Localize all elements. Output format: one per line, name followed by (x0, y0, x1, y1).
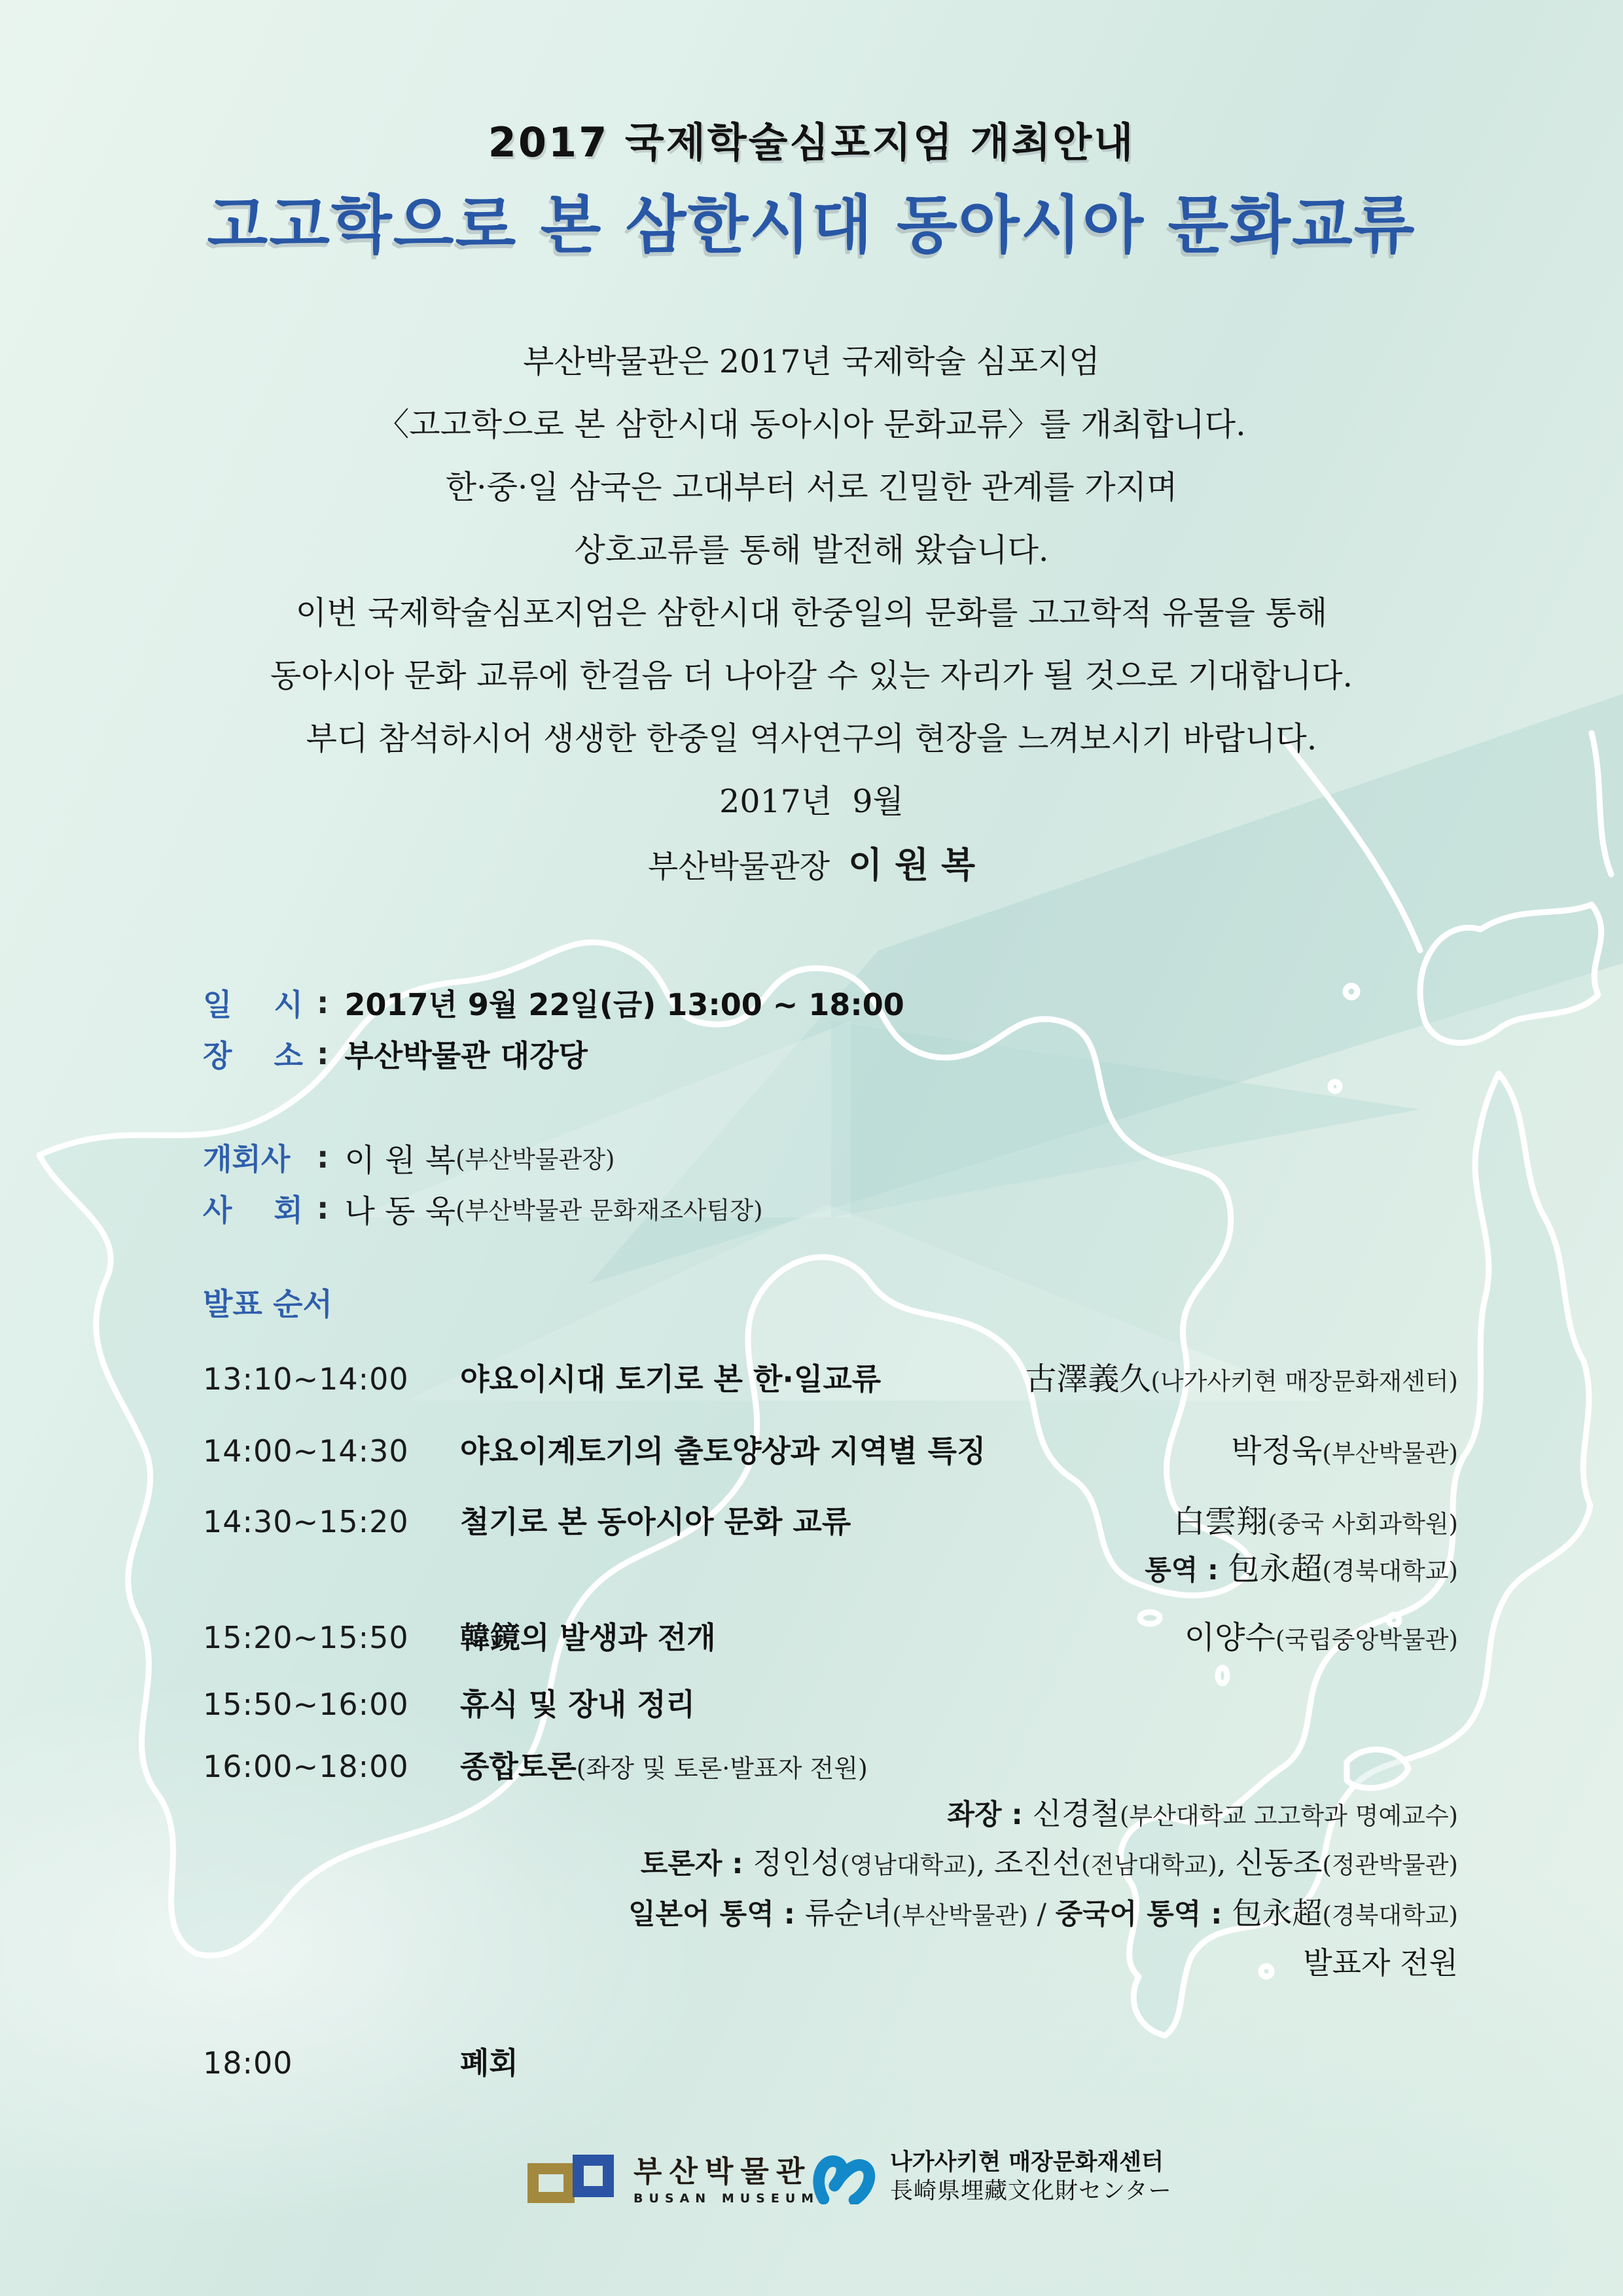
opening-remarks-row (203, 1134, 615, 1181)
interpreter-name: 包永超 (1228, 1551, 1323, 1587)
nagasaki-n-swoosh-icon (806, 2149, 878, 2204)
session-title: 종합토론 (460, 1749, 577, 1784)
greeting-line: 이번 국제학술심포지엄은 삼한시대 한중일의 문화를 고고학적 유물을 통해 (295, 594, 1328, 632)
venue-value: 부산박물관 대강당 (344, 1038, 588, 1073)
presenter-name: 古澤義久 (1025, 1361, 1151, 1397)
greeting-paragraph (0, 331, 1623, 898)
blue-square-icon (573, 2155, 614, 2197)
colon: : (306, 1139, 340, 1175)
session-time: 15:20~15:50 (203, 1620, 409, 1655)
schedule-heading: 발표 순서 (203, 1287, 332, 1323)
cn-interpreter-label: 중국어 통역 : (1055, 1898, 1232, 1931)
schedule-row (203, 1743, 1458, 1786)
session-time: 16:00~18:00 (203, 1749, 409, 1784)
greeting-date: 2017년 9월 (719, 783, 904, 820)
greeting-line: 한·중·일 삼국은 고대부터 서로 긴밀한 관계를 가지며 (445, 469, 1178, 506)
jp-interpreter-label: 일본어 통역 : (628, 1898, 805, 1931)
opening-name: 이 원 복 (344, 1141, 456, 1179)
separator: , (1217, 1848, 1236, 1880)
busan-logo-text (633, 2154, 820, 2206)
presenters-all-line (203, 1939, 1458, 1982)
cn-interpreter-affiliation: (경북대학교) (1322, 1901, 1458, 1929)
presenter-name: 白雲翔 (1173, 1503, 1268, 1540)
panelist-name: 신동조 (1235, 1845, 1323, 1880)
panel-line (203, 1839, 1458, 1882)
closing-row (203, 2039, 1458, 2083)
mc-name: 나 동 욱 (344, 1193, 456, 1230)
chair-label: 좌장 : (947, 1799, 1033, 1831)
greeting-line: 상호교류를 통해 발전해 왔습니다. (574, 531, 1049, 569)
datetime-label: 일 시 (203, 987, 303, 1022)
session-title: 철기로 본 동아시아 문화 교류 (460, 1504, 851, 1539)
chair-affiliation: (부산대학교 고고학과 명예교수) (1119, 1802, 1458, 1830)
schedule-row (203, 1496, 1458, 1541)
busan-museum-logo-icon (527, 2155, 619, 2207)
session-title: 야요이계토기의 출토양상과 지역별 특징 (460, 1433, 986, 1469)
poster-subtitle: 2017 국제학술심포지엄 개최안내 (488, 118, 1135, 166)
greeting-line: 부산박물관은 2017년 국제학술 심포지엄 (523, 343, 1100, 380)
datetime-row (203, 979, 904, 1026)
map-island (1346, 986, 1357, 997)
opening-affiliation: (부산박물관장) (455, 1145, 615, 1174)
panelist-affiliation: (전남대학교) (1081, 1851, 1217, 1879)
presenter-affiliation: (중국 사회과학원) (1268, 1510, 1458, 1538)
interpreter-note (203, 1543, 1458, 1588)
chair-line (203, 1790, 1458, 1833)
datetime-value: 2017년 9월 22일(금) 13:00 ~ 18:00 (344, 987, 904, 1022)
session-title: 韓鏡의 발생과 전개 (460, 1620, 716, 1655)
busan-museum-korean-name: 부산박물관 (633, 2154, 812, 2189)
signature-line (0, 833, 1623, 898)
panel-label: 토론자 : (640, 1848, 753, 1880)
session-title: 휴식 및 장내 정리 (460, 1687, 696, 1722)
interpreter-note-label: 통역 : (1145, 1554, 1228, 1586)
nagasaki-center-japanese-name: 長崎県埋藏文化財センター (890, 2178, 1172, 2204)
jp-interpreter-affiliation: (부산박물관) (892, 1901, 1028, 1929)
separator: , (976, 1848, 994, 1880)
presenter-affiliation: (부산박물관) (1322, 1439, 1458, 1467)
presenter-name: 박정욱 (1231, 1433, 1323, 1469)
session-time: 13:10~14:00 (203, 1361, 409, 1397)
venue-row (203, 1030, 588, 1077)
greeting-line: 부디 참석하시어 생생한 한중일 역사연구의 현장을 느껴보시기 바랍니다. (306, 720, 1317, 757)
colon: : (306, 1191, 340, 1226)
jp-interpreter-name: 류순녀 (804, 1895, 893, 1931)
chair-name: 신경철 (1032, 1796, 1120, 1831)
colon: : (306, 985, 340, 1020)
mc-row (203, 1185, 763, 1232)
panelist-name: 조진선 (993, 1845, 1082, 1880)
map-hokkaido (1420, 905, 1601, 1043)
nagasaki-center-logo (806, 2149, 1172, 2204)
signature-name: 이 원 복 (848, 844, 976, 886)
session-time: 15:50~16:00 (203, 1687, 409, 1722)
map-island (1330, 1082, 1340, 1091)
gold-square-icon (527, 2163, 575, 2203)
interpreter-affiliation: (경북대학교) (1322, 1557, 1458, 1585)
presenter-name: 이양수 (1184, 1619, 1275, 1656)
closing-time: 18:00 (203, 2045, 293, 2081)
mc-label: 사 회 (203, 1193, 303, 1228)
opening-label: 개회사 (203, 1141, 291, 1177)
mc-affiliation: (부산박물관 문화재조사팀장) (455, 1196, 763, 1225)
busan-museum-logo (527, 2155, 819, 2207)
schedule-row (203, 1426, 1458, 1471)
schedule-row (203, 1354, 1458, 1399)
panelist-name: 정인성 (753, 1845, 840, 1880)
poster-title: 고고학으로 본 삼한시대 동아시아 문화교류 (207, 188, 1416, 262)
panelist-affiliation: (정관박물관) (1322, 1851, 1458, 1879)
venue-label: 장 소 (203, 1038, 303, 1073)
nagasaki-center-korean-name: 나가사키현 매장문화재센터 (890, 2149, 1164, 2176)
panelist-affiliation: (영남대학교) (840, 1851, 976, 1879)
greeting-line: 동아시아 문화 교류에 한걸음 더 나아갈 수 있는 자리가 될 것으로 기대합니다. (270, 657, 1353, 694)
session-time: 14:00~14:30 (203, 1433, 409, 1469)
session-title-suffix: (좌장 및 토론·발표자 전원) (576, 1754, 868, 1783)
divider: / (1027, 1898, 1056, 1931)
greeting-line: 〈고고학으로 본 삼한시대 동아시아 문화교류〉를 개최합니다. (377, 406, 1246, 443)
schedule-row (203, 1612, 1458, 1657)
colon: : (306, 1036, 340, 1071)
closing-title: 폐회 (460, 2045, 518, 2081)
presenter-affiliation: (국립중앙박물관) (1275, 1626, 1458, 1654)
busan-museum-english-name: BUSAN MUSEUM (633, 2191, 820, 2206)
nagasaki-logo-text (890, 2150, 1172, 2204)
presenter-affiliation: (나가사키현 매장문화재센터) (1150, 1367, 1458, 1395)
schedule-row (203, 1681, 1458, 1724)
signature-role: 부산박물관장 (647, 848, 830, 885)
interpreting-line (203, 1890, 1458, 1933)
cn-interpreter-name: 包永超 (1232, 1895, 1323, 1931)
session-title: 야요이시대 토기로 본 한·일교류 (460, 1361, 882, 1397)
session-time: 14:30~15:20 (203, 1504, 409, 1539)
presenters-all: 발표자 전원 (1303, 1945, 1458, 1981)
